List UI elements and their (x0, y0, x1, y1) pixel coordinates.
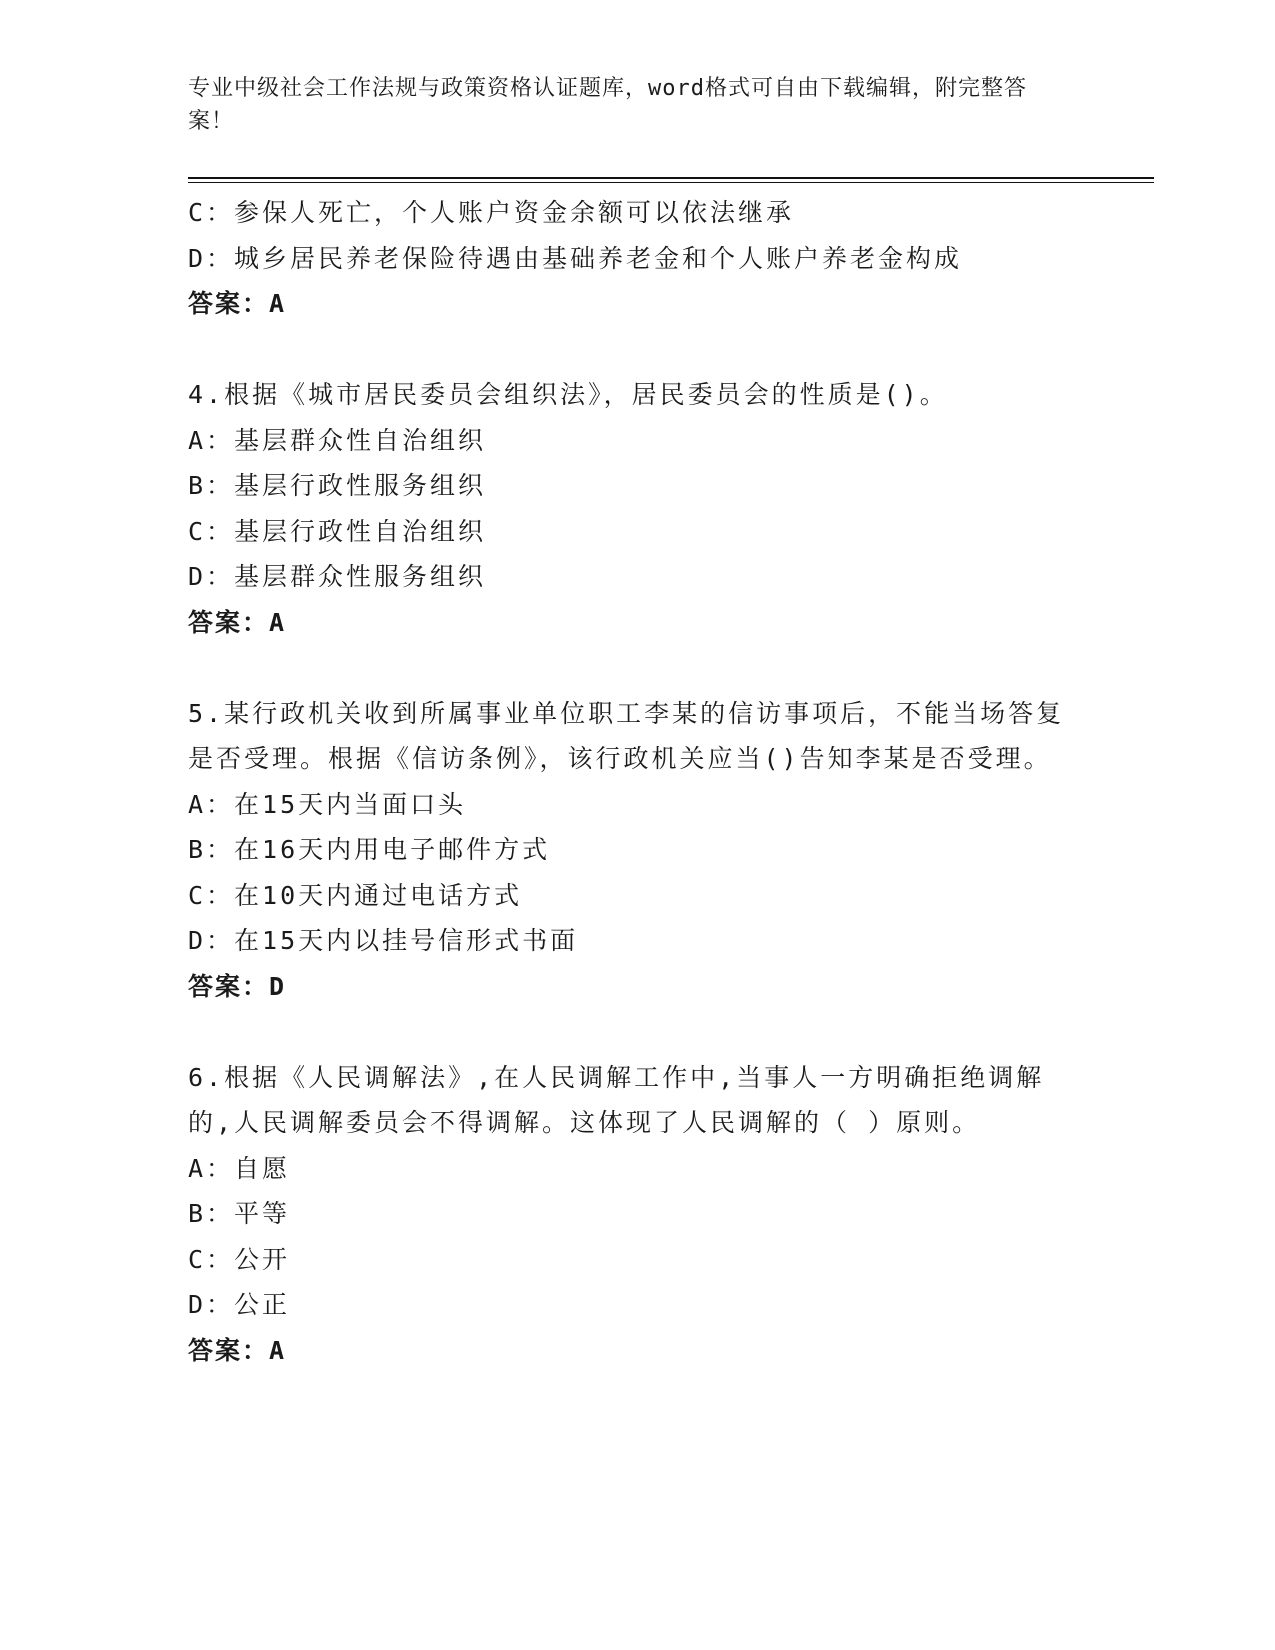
question-text: 4.根据《城市居民委员会组织法》，居民委员会的性质是()。 (188, 380, 948, 409)
question-list (188, 190, 1068, 1373)
option-b: B：在16天内用电子邮件方式 (188, 835, 551, 864)
option-a: A：自愿 (188, 1153, 291, 1183)
header-divider-thick (188, 177, 1154, 179)
question-3-continuation (188, 190, 1068, 327)
option-c: C：在10天内通过电话方式 (188, 880, 523, 910)
question-5 (188, 691, 1068, 1010)
header-text: 专业中级社会工作法规与政策资格认证题库，word格式可自由下载编辑，附完整答案！ (188, 76, 1027, 134)
option-d: D：公正 (188, 1290, 291, 1319)
answer-line: 答案：A (188, 289, 287, 318)
option-d: D：城乡居民养老保险待遇由基础养老金和个人账户养老金构成 (188, 243, 963, 273)
answer-line: 答案：D (188, 971, 287, 1001)
option-a: A：基层群众性自治组织 (188, 425, 487, 455)
option-d: D：基层群众性服务组织 (188, 562, 487, 591)
spacer (188, 327, 1068, 373)
option-c: C：基层行政性自治组织 (188, 516, 487, 546)
answer-line: 答案：A (188, 607, 287, 637)
option-c: C：公开 (188, 1244, 291, 1274)
answer-line: 答案：A (188, 1335, 287, 1365)
option-b: B：基层行政性服务组织 (188, 471, 487, 500)
option-c: C：参保人死亡，个人账户资金余额可以依法继承 (188, 198, 795, 227)
spacer (188, 1009, 1068, 1055)
option-b: B：平等 (188, 1199, 291, 1228)
document-header (188, 72, 1068, 138)
option-d: D：在15天内以挂号信形式书面 (188, 926, 579, 955)
question-4 (188, 372, 1068, 645)
question-text: 6.根据《人民调解法》,在人民调解工作中,当事人一方明确拒绝调解的,人民调解委员会不得调解。这体现了人民调解的（ ）原则。 (188, 1062, 1045, 1137)
spacer (188, 645, 1068, 691)
question-text: 5.某行政机关收到所属事业单位职工李某的信访事项后，不能当场答复是否受理。根据《信访条例》，该行政机关应当()告知李某是否受理。 (188, 698, 1065, 773)
question-6 (188, 1055, 1068, 1374)
header-divider-thin (188, 182, 1154, 183)
option-a: A：在15天内当面口头 (188, 789, 467, 819)
